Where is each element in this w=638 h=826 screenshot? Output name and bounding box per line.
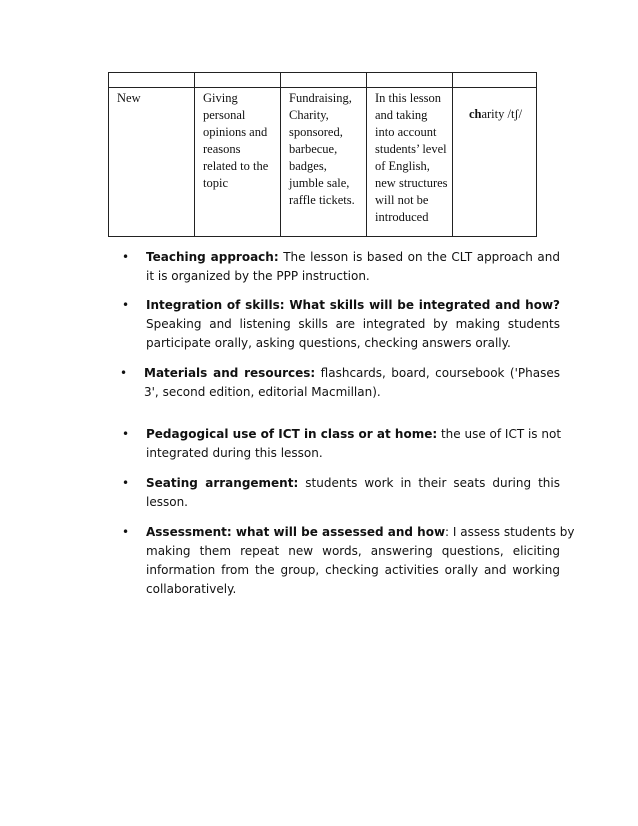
bullet-icon: • xyxy=(122,298,130,312)
list-item-line: it is organized by the PPP instruction. xyxy=(146,269,370,283)
cell-text: jumble sale, xyxy=(289,176,350,190)
list-item-line: making them repeat new words, answering questions, eliciting xyxy=(146,544,560,558)
list-item-label: Seating arrangement: xyxy=(146,476,299,490)
pronunciation-text xyxy=(461,106,530,123)
cell-text: reasons xyxy=(203,142,241,156)
cell-text: raffle tickets. xyxy=(289,193,355,207)
list-item-line xyxy=(146,474,560,493)
cell-text: badges, xyxy=(289,159,327,173)
list-item-text: flashcards, board, coursebook ('Phases xyxy=(320,366,560,380)
cell-text: sponsored, xyxy=(289,125,343,139)
list-item-text: the use of ICT is not xyxy=(440,427,562,441)
table-cell xyxy=(367,73,453,88)
lesson-plan-table xyxy=(108,72,537,237)
cell-text: of English, xyxy=(375,159,430,173)
cell-text: students’ level xyxy=(375,142,447,156)
bullet-icon: • xyxy=(122,525,130,539)
list-item-line xyxy=(146,425,560,444)
list-item-line: participate orally, asking questions, checking answers orally. xyxy=(146,336,511,350)
list-item-materials xyxy=(120,364,560,402)
list-item-line: 3', second edition, editorial Macmillan). xyxy=(144,385,381,399)
list-item-seating xyxy=(122,474,560,512)
cell-text: Giving xyxy=(203,91,238,105)
list-item-line: information from the group, checking activities orally and working xyxy=(146,563,560,577)
table-cell-function xyxy=(195,88,281,237)
bullet-icon: • xyxy=(120,366,128,380)
list-item-line xyxy=(146,248,560,267)
list-item-line xyxy=(146,523,575,542)
list-item-label: Assessment: what will be assessed and how xyxy=(146,525,446,539)
cell-text: and taking xyxy=(375,108,428,122)
table-cell-structures xyxy=(367,88,453,237)
cell-text: Charity, xyxy=(289,108,329,122)
list-item-label: Teaching approach: xyxy=(146,250,279,264)
list-item-label: Pedagogical use of ICT in class or at home: xyxy=(146,427,438,441)
cell-text: will not be xyxy=(375,193,429,207)
list-item-label: Integration of skills: What skills will be integrated and how? xyxy=(146,298,560,312)
bullet-icon: • xyxy=(122,427,130,441)
cell-text: barbecue, xyxy=(289,142,338,156)
table-header-row xyxy=(109,73,537,88)
cell-text: Fundraising, xyxy=(289,91,352,105)
list-item-line: integrated during this lesson. xyxy=(146,446,323,460)
list-item-ict-use xyxy=(122,425,560,463)
list-item-line xyxy=(144,364,560,383)
cell-text: related to the xyxy=(203,159,269,173)
cell-text: new structures xyxy=(375,176,448,190)
list-item-integration-of-skills xyxy=(122,296,560,353)
table-cell xyxy=(453,73,537,88)
table-cell-vocabulary xyxy=(281,88,367,237)
list-item-label: Materials and resources: xyxy=(144,366,316,380)
bullet-icon: • xyxy=(122,250,130,264)
table-cell-pronunciation xyxy=(453,88,537,237)
cell-text: topic xyxy=(203,176,228,190)
bullet-icon: • xyxy=(122,476,130,490)
list-item-line: lesson. xyxy=(146,495,188,509)
cell-text: New xyxy=(117,91,141,105)
table-cell xyxy=(195,73,281,88)
list-item-text: The lesson is based on the CLT approach and xyxy=(283,250,560,264)
cell-text: opinions and xyxy=(203,125,268,139)
pronunciation-rest: arity /tʃ/ xyxy=(481,107,523,121)
pronunciation-bold: ch xyxy=(468,107,482,121)
list-item-text: : I assess students by xyxy=(445,525,575,539)
list-item-line: collaboratively. xyxy=(146,582,237,596)
cell-text: In this lesson xyxy=(375,91,441,105)
table-row xyxy=(109,88,537,237)
table-cell xyxy=(281,73,367,88)
list-item-text: students work in their seats during this xyxy=(305,476,560,490)
list-item-line xyxy=(146,296,560,315)
cell-text: into account xyxy=(375,125,437,139)
table-cell-stage xyxy=(109,88,195,237)
table-cell xyxy=(109,73,195,88)
cell-text: introduced xyxy=(375,210,429,224)
cell-text: personal xyxy=(203,108,246,122)
list-item-teaching-approach xyxy=(122,248,560,286)
list-item-assessment xyxy=(122,523,575,599)
list-item-line: Speaking and listening skills are integrated by making students xyxy=(146,317,560,331)
